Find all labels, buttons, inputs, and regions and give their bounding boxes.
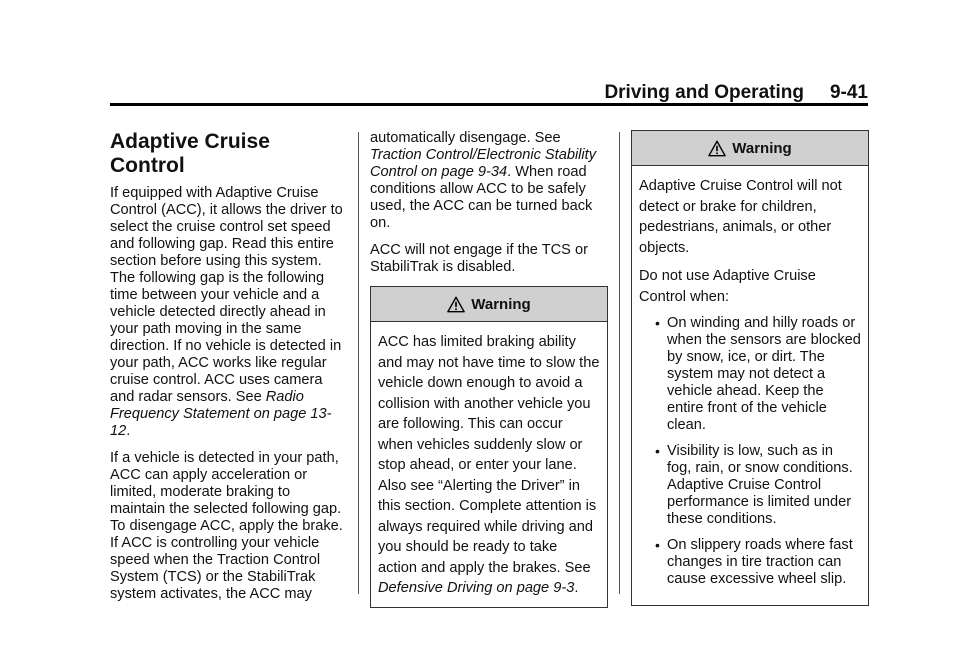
list-item [653, 315, 861, 434]
warning-body-text: ACC has limited braking ability and may not have time to slow the vehicle down enough to avoid a collision with another vehicle you are following. This can occur when vehicles suddenly slow or stop ahead, or enter your lane. Also see “Alerting the Driver” in this section. Complete attention is always required while driving and you should be ready to take action and apply the brakes. See [378, 334, 600, 576]
header-section-title: Driving and Operating [604, 82, 804, 103]
warning-body [632, 166, 868, 605]
column-3 [631, 130, 869, 606]
disengage-paragraph [370, 130, 608, 232]
warning-title: Warning [732, 139, 792, 157]
intro-text: If equipped with Adaptive Cruise Control (ACC), it allows the driver to select the cruise control set speed and following gap. Read this entire section before using this system. The following gap is the following time between your vehicle and a vehicle detected directly ahead in your path moving in the same direction. If no vehicle is detected in your path, ACC works like regular cruise control. ACC uses camera and radar sensors. See [110, 185, 343, 405]
intro-paragraph [110, 185, 348, 440]
running-header [110, 82, 868, 104]
warning-triangle-icon [447, 296, 465, 313]
detection-paragraph: If a vehicle is detected in your path, ACC can apply acceleration or limited, moderate braking to maintain the selected following gap. To disengage ACC, apply the brake. If ACC is controlling your vehicle speed when the Traction Control System (TCS) or the StabiliTrak system activates, the ACC may [110, 450, 343, 602]
warning-paragraph-2: Do not use Adaptive Cruise Control when: [639, 268, 816, 305]
warning-box-braking [370, 286, 608, 608]
warning-paragraph-1: Adaptive Cruise Control will not detect or brake for children, pedestrians, animals, or other objects. [639, 178, 842, 256]
warning-body-end: . [574, 580, 579, 596]
bullet-text: Visibility is low, such as in fog, rain, or snow conditions. Adaptive Cruise Control performance is limited under these conditions. [667, 443, 853, 527]
list-item [653, 537, 861, 588]
warning-title: Warning [471, 295, 531, 313]
page-number: 9-41 [829, 82, 868, 103]
warning-box-usage [631, 130, 869, 606]
radio-frequency-reference[interactable]: Radio Frequency Statement on page 13-12 [110, 389, 332, 439]
column-divider-2 [619, 132, 620, 594]
bullet-icon: • [655, 537, 660, 553]
column-1 [110, 130, 348, 613]
column-divider-1 [358, 132, 359, 594]
bullet-text: On slippery roads where fast changes in tire traction can cause excessive wheel slip. [667, 537, 853, 587]
header-rule [110, 103, 868, 106]
list-item [653, 443, 861, 528]
warning-body [371, 322, 607, 607]
section-title: Adaptive Cruise Control [110, 130, 270, 177]
bullet-icon: • [655, 315, 660, 331]
bullet-text: On winding and hilly roads or when the sensors are blocked by snow, ice, or dirt. The system may not detect a vehicle ahead. Keep the entire front of the vehicle clean. [667, 315, 861, 433]
warning-bullet-list [639, 315, 861, 588]
bullet-icon: • [655, 443, 660, 459]
tcs-paragraph: ACC will not engage if the TCS or StabiliTrak is disabled. [370, 242, 588, 275]
warning-header [371, 287, 607, 322]
column-2 [370, 130, 608, 608]
disengage-end: . When road conditions allow ACC to be safely used, the ACC can be turned back on. [370, 164, 593, 231]
warning-triangle-icon [708, 140, 726, 157]
disengage-text: automatically disengage. See [370, 130, 561, 146]
defensive-driving-reference[interactable]: Defensive Driving on page 9-3 [378, 580, 575, 596]
intro-end: . [126, 423, 131, 439]
traction-control-reference[interactable]: Traction Control/Electronic Stability Control on page 9-34 [370, 147, 597, 180]
warning-header [632, 131, 868, 166]
